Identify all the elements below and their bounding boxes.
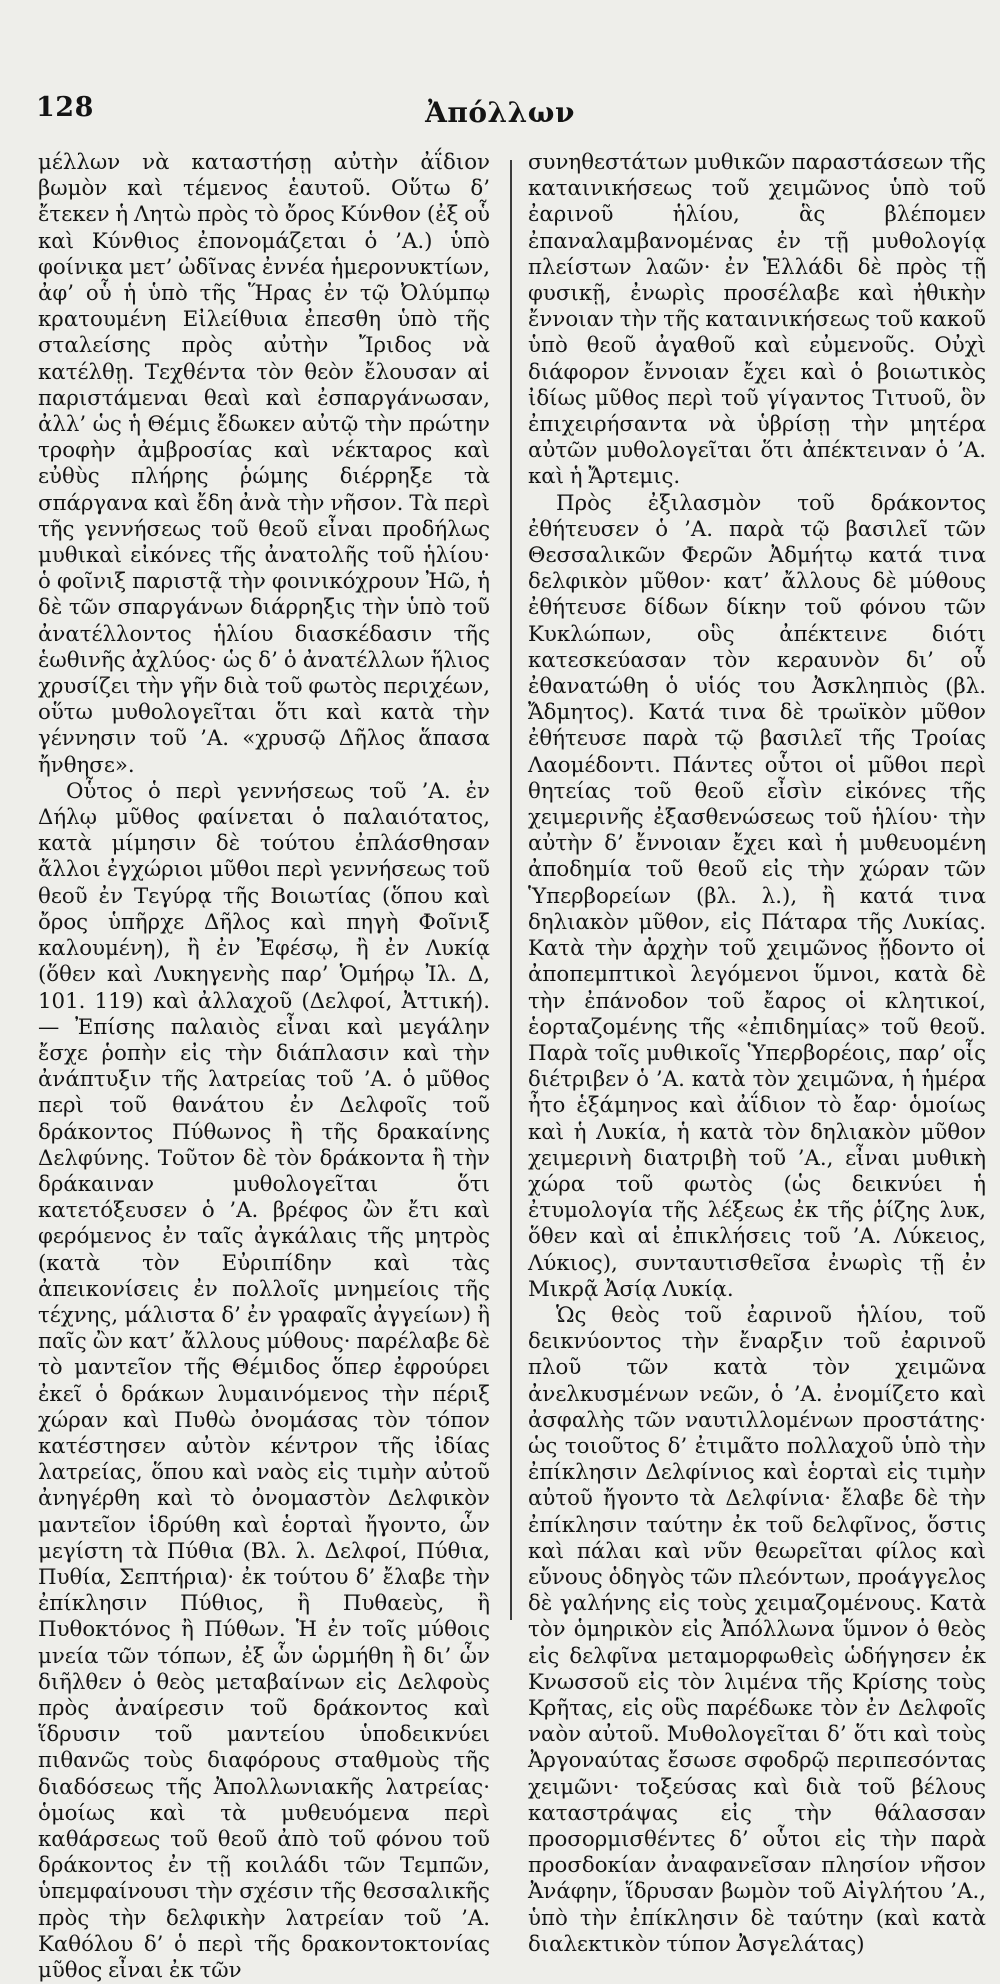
- paragraph: Οὗτος ὁ περὶ γεννήσεως τοῦ ’Α. ἐν Δήλῳ μῦθος φαίνεται ὁ παλαιότατος, κατὰ μίμησιν δὲ τούτου ἐπλάσθησαν ἄλλοι ἐγχώριοι μῦθοι περὶ γεννήσεως τοῦ θεοῦ ἐν Τεγύρᾳ τῆς Βοιωτίας (ὅπου καὶ ὄρος ὑπῆρχε Δῆλος καὶ πηγὴ Φοῖνιξ καλουμένη), ἢ ἐν Ἐφέσῳ, ἢ ἐν Λυκίᾳ (ὅθεν καὶ Λυκηγενὴς παρ’ Ὁμήρῳ Ἰλ. Δ, 101. 119) καὶ ἀλλαχοῦ (Δελφοί, Ἀττική). — Ἐπίσης παλαιὸς εἶναι καὶ μεγάλην ἔσχε ῥοπὴν εἰς τὴν διάπλασιν καὶ τὴν ἀνάπτυξιν τῆς λατρείας τοῦ ’Α. ὁ μῦθος περὶ τοῦ θανάτου ἐν Δελφοῖς τοῦ δράκοντος Πύθωνος ἢ τῆς δρακαίνης Δελφύνης. Τοῦτον δὲ τὸν δράκοντα ἢ τὴν δράκαιναν μυθολογεῖται ὅτι κατετόξευσεν ὁ ’Α. βρέφος ὢν ἔτι καὶ φερόμενος ἐν ταῖς ἀγκάλαις τῆς μητρὸς (κατὰ τὸν Εὐριπίδην καὶ τὰς ἀπεικονίσεις ἐν πολλοῖς μνημείοις τῆς τέχνης, μάλιστα δ’ ἐν γραφαῖς ἀγγείων) ἢ παῖς ὢν κατ’ ἄλλους μύθους· παρέλαβε δὲ τὸ μαντεῖον τῆς Θέμιδος ὅπερ ἐφρούρει ἐκεῖ ὁ δράκων λυμαινόμενος τὴν πέριξ χώραν καὶ Πυθὼ ὀνομάσας τὸν τόπον κατέστησεν αὐτὸν κέντρον τῆς ἰδίας λατρείας, ὅπου καὶ ναὸς εἰς τιμὴν αὐτοῦ ἀνηγέρθη καὶ τὸ ὀνομαστὸν Δελφικὸν μαντεῖον ἱδρύθη καὶ ἑορταὶ ἤγοντο, ὧν μεγίστη τὰ Πύθια (Βλ. λ. Δελφοί, Πύθια, Πυθία, Σεπτήρια)· ἐκ τούτου δ’ ἔλαβε τὴν ἐπίκλησιν Πύθιος, ἢ Πυθαεὺς, ἢ Πυθοκτόνος ἢ Πύθων. Ἡ ἐν τοῖς μύθοις μνεία τῶν τόπων, ἐξ ὧν ὡρμήθη ἢ δι’ ὧν διῆλθεν ὁ θεὸς μεταβαίνων εἰς Δελφοὺς πρὸς ἀναίρεσιν τοῦ δράκοντος καὶ ἵδρυσιν τοῦ μαντείου ὑποδεικνύει πιθανῶς τοὺς διαφόρους σταθμοὺς τῆς διαδόσεως τῆς Ἀπολλωνιακῆς λατρείας· ὁμοίως καὶ τὰ μυθευόμενα περὶ καθάρσεως τοῦ θεοῦ ἀπὸ τοῦ φόνου τοῦ δράκοντος ἐν τῇ κοιλάδι τῶν Τεμπῶν, ὑπεμφαίνουσι τὴν σχέσιν τῆς θεσσαλικῆς πρὸς τὴν δελφικὴν λατρείαν τοῦ ’Α. Καθόλου δ’ ὁ περὶ τῆς δρακοντοκτονίας μῦθος εἶναι ἐκ τῶν: [38, 778, 490, 1984]
- paragraph: Ὡς θεὸς τοῦ ἐαρινοῦ ἡλίου, τοῦ δεικνύοντος τὴν ἔναρξιν τοῦ ἐαρινοῦ πλοῦ τῶν κατὰ τὸν χειμῶνα ἀνελκυσμένων νεῶν, ὁ ’Α. ἐνομίζετο καὶ ἀσφαλὴς τῶν ναυτιλλομένων προστάτης· ὡς τοιοῦτος δ’ ἐτιμᾶτο πολλαχοῦ ὑπὸ τὴν ἐπίκλησιν Δελφίνιος καὶ ἑορταὶ εἰς τιμὴν αὐτοῦ ἤγοντο τὰ Δελφίνια· ἔλαβε δὲ τὴν ἐπίκλησιν ταύτην ἐκ τοῦ δελφῖνος, ὅστις καὶ πάλαι καὶ νῦν θεωρεῖται φίλος καὶ εὔνους ὁδηγὸς τῶν πλεόντων, προάγγελος δὲ γαλήνης εἰς τοὺς χειμαζομένους. Κατὰ τὸν ὁμηρικὸν εἰς Ἀπόλλωνα ὕμνον ὁ θεὸς εἰς δελφῖνα μεταμορφωθεὶς ὡδήγησεν ἐκ Κνωσσοῦ εἰς τὸν λιμένα τῆς Κρίσης τοὺς Κρῆτας, εἰς οὓς παρέδωκε τὸν ἐν Δελφοῖς ναὸν αὐτοῦ. Μυθολογεῖται δ’ ὅτι καὶ τοὺς Ἀργοναύτας ἔσωσε σφοδρῷ περιπεσόντας χειμῶνι· τοξεύσας καὶ διὰ τοῦ βέλους καταστράψας εἰς τὴν θάλασσαν προσορμισθέντες δ’ οὗτοι εἰς τὴν παρὰ προσδοκίαν ἀναφανεῖσαν πλησίον νῆσον Ἀνάφην, ἵδρυσαν βωμὸν τοῦ Αἰγλήτου ’Α., ὑπὸ τὴν ἐπίκλησιν δὲ ταύτην (καὶ κατὰ διαλεκτικὸν τύπον Ἀσγελάτας): [528, 1302, 986, 1957]
- paragraph: Πρὸς ἐξιλασμὸν τοῦ δράκοντος ἐθήτευσεν ὁ ’Α. παρὰ τῷ βασιλεῖ τῶν Θεσσαλικῶν Φερῶν Ἀδμήτῳ κατά τινα δελφικὸν μῦθον· κατ’ ἄλλους δὲ μύθους ἐθήτευσε δίδων δίκην τοῦ φόνου τῶν Κυκλώπων, οὓς ἀπέκτεινε διότι κατεσκεύασαν τὸν κεραυνὸν δι’ οὗ ἐθανατώθη ὁ υἱός του Ἀσκληπιὸς (βλ. Ἄδμητος). Κατά τινα δὲ τρωϊκὸν μῦθον ἐθήτευσε παρὰ τῷ βασιλεῖ τῆς Τροίας Λαομέδοντι. Πάντες οὗτοι οἱ μῦθοι περὶ θητείας τοῦ θεοῦ εἶσὶν εἰκόνες τῆς χειμερινῆς ἐξασθενώσεως τοῦ ἡλίου· τὴν αὐτὴν δ’ ἔννοιαν ἔχει καὶ ἡ μυθευομένη ἀποδημία τοῦ θεοῦ εἰς τὴν χώραν τῶν Ὑπερβορείων (βλ. λ.), ἢ κατά τινα δηλιακὸν μῦθον, εἰς Πάταρα τῆς Λυκίας. Κατὰ τὴν ἀρχὴν τοῦ χειμῶνος ᾔδοντο οἱ ἀποπεμπτικοὶ λεγόμενοι ὕμνοι, κατὰ δὲ τὴν ἐπάνοδον τοῦ ἔαρος οἱ κλητικοί, ἑορταζομένης τῆς «ἐπιδημίας» τοῦ θεοῦ. Παρὰ τοῖς μυθικοῖς Ὑπερβορέοις, παρ’ οἷς διέτριβεν ὁ ’Α. κατὰ τὸν χειμῶνα, ἡ ἡμέρα ἦτο ἑξάμηνος καὶ ἀΐδιον τὸ ἔαρ· ὁμοίως καὶ ἡ Λυκία, ἡ κατὰ τὸν δηλιακὸν μῦθον χειμερινὴ διατριβὴ τοῦ ’Α., εἶναι μυθικὴ χώρα τοῦ φωτὸς (ὡς δεικνύει ἡ ἐτυμολογία τῆς λέξεως ἐκ τῆς ῥίζης λυκ, ὅθεν καὶ αἱ ἐπικλήσεις τοῦ ’Α. Λύκειος, Λύκιος), συνταυτισθεῖσα ἐνωρὶς τῇ ἐν Μικρᾷ Ἀσίᾳ Λυκίᾳ.: [528, 490, 986, 1302]
- running-head: Ἀπόλλων: [425, 96, 575, 129]
- left-column: [38, 150, 490, 1984]
- page-number: 128: [36, 92, 94, 123]
- paragraph: συνηθεστάτων μυθικῶν παραστάσεων τῆς καταινικήσεως τοῦ χειμῶνος ὑπὸ τοῦ ἐαρινοῦ ἡλίου, ἃς βλέπομεν ἐπαναλαμβανομένας ἐν τῇ μυθολογίᾳ πλείστων λαῶν· ἐν Ἑλλάδι δὲ πρὸς τῇ φυσικῇ, ἐνωρὶς προσέλαβε καὶ ἠθικὴν ἔννοιαν τὴν τῆς καταινικήσεως τοῦ κακοῦ ὑπὸ θεοῦ ἀγαθοῦ καὶ εὐμενοῦς. Οὐχὶ διάφορον ἔννοιαν ἔχει καὶ ὁ βοιωτικὸς ἰδίως μῦθος περὶ τοῦ γίγαντος Τιτυοῦ, ὃν ἐπιχειρήσαντα νὰ ὑβρίσῃ τὴν μητέρα αὐτῶν μυθολογεῖται ὅτι ἀπέκτειναν ὁ ’Α. καὶ ἡ Ἄρτεμις.: [528, 150, 986, 490]
- right-column: [528, 150, 986, 1957]
- paragraph: μέλλων νὰ καταστήσῃ αὐτὴν ἀΐδιον βωμὸν καὶ τέμενος ἑαυτοῦ. Οὕτω δ’ ἔτεκεν ἡ Λητὼ πρὸς τὸ ὄρος Κύνθον (ἐξ οὗ καὶ Κύνθιος ἐπονομάζεται ὁ ’Α.) ὑπὸ φοίνικα μετ’ ὠδῖνας ἐννέα ἡμερονυκτίων, ἀφ’ οὗ ἡ ὑπὸ τῆς Ἥρας ἐν τῷ Ὀλύμπῳ κρατουμένη Εἰλείθυια ἐπεσθη ὑπὸ τῆς σταλείσης πρὸς αὐτὴν Ἴριδος νὰ κατέλθῃ. Τεχθέντα τὸν θεὸν ἔλουσαν αἱ παριστάμεναι θεαὶ καὶ ἐσπαργάνωσαν, ἀλλ’ ὡς ἡ Θέμις ἔδωκεν αὐτῷ τὴν πρώτην τροφὴν ἀμβροσίας καὶ νέκταρος καὶ εὐθὺς πλήρης ῥώμης διέρρηξε τὰ σπάργανα καὶ ἔδη ἀνὰ τὴν νῆσον. Τὰ περὶ τῆς γεννήσεως τοῦ θεοῦ εἶναι προδήλως μυθικαὶ εἰκόνες τῆς ἀνατολῆς τοῦ ἡλίου· ὁ φοῖνιξ παριστᾷ τὴν φοινικόχρουν Ἠῶ, ἡ δὲ τῶν σπαργάνων διάρρηξις τὴν ὑπὸ τοῦ ἀνατέλλοντος ἡλίου διασκέδασιν τῆς ἑωθινῆς ἀχλύος· ὡς δ’ ὁ ἀνατέλλων ἥλιος χρυσίζει τὴν γῆν διὰ τοῦ φωτὸς περιχέων, οὕτω μυθολογεῖται ὅτι καὶ κατὰ τὴν γέννησιν τοῦ ’Α. «χρυσῷ Δῆλος ἅπασα ἤνθησε».: [38, 150, 490, 778]
- column-divider: [510, 160, 512, 1620]
